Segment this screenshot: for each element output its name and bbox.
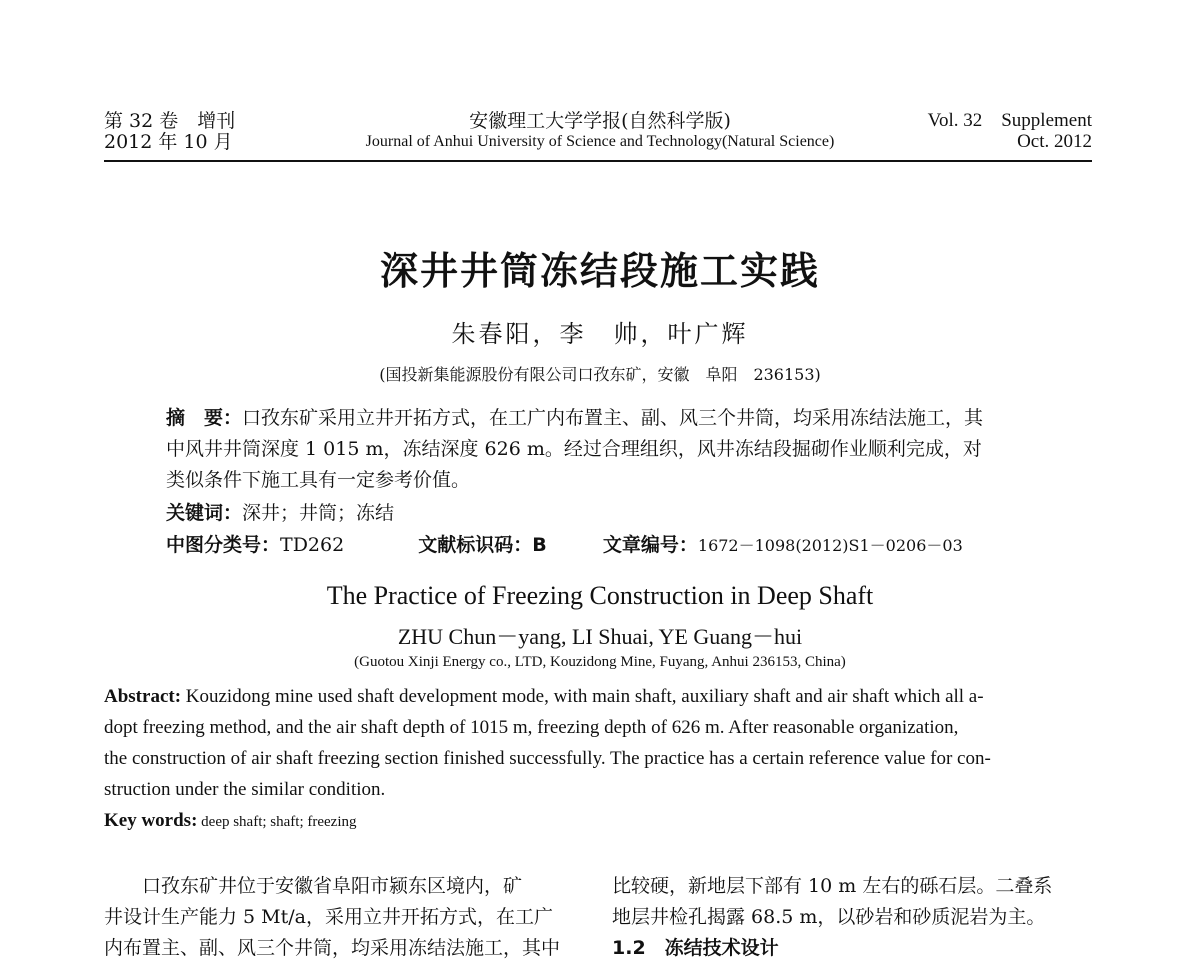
clc-value: TD262 bbox=[280, 534, 345, 556]
clc-label: 中图分类号： bbox=[166, 534, 281, 556]
header-rule bbox=[104, 160, 1092, 162]
abstract-en-line-3: the construction of air shaft freezing section finished successfully. The practice has a certain reference value for con- bbox=[104, 748, 991, 769]
body-left-line-2: 井设计生产能力 5 Mt/a，采用立井开拓方式，在工广 bbox=[104, 906, 553, 928]
volume-issue: 第 32 卷 增刊 bbox=[104, 110, 236, 132]
journal-name-en: Journal of Anhui University of Science and Technology(Natural Science) bbox=[365, 133, 835, 150]
abstract-en-line-1 bbox=[104, 681, 984, 712]
body-right-line-1: 比较硬，新地层下部有 10 m 左右的砾石层。二叠系 bbox=[612, 875, 1053, 897]
body-right-line-2: 地层井检孔揭露 68.5 m，以砂岩和砂质泥岩为主。 bbox=[612, 906, 1046, 928]
article-number-label: 文章编号： bbox=[602, 534, 698, 556]
english-affiliation: (Guotou Xinji Energy co., LTD, Kouzidong Mine, Fuyang, Anhui 236153, China) bbox=[354, 654, 846, 670]
journal-name-zh: 安徽理工大学学报(自然科学版) bbox=[469, 110, 731, 132]
abstract-en-label: Abstract: bbox=[104, 686, 182, 707]
article-number-value: 1672－1098(2012)S1－0206－03 bbox=[697, 536, 963, 555]
english-authors: ZHU Chun－yang, LI Shuai, YE Guang－hui bbox=[397, 624, 803, 649]
keywords-en-label: Key words: bbox=[104, 810, 198, 831]
abstract-zh-line-2: 中风井井筒深度 1 015 m，冻结深度 626 m。经过合理组织，风井冻结段掘砌作业顺利完成，对 bbox=[166, 438, 982, 460]
english-title: The Practice of Freezing Construction in Deep Shaft bbox=[326, 581, 874, 610]
authors: 朱春阳，李 帅，叶广辉 bbox=[451, 320, 749, 348]
doc-code-value: B bbox=[532, 534, 547, 556]
paper-title: 深井井筒冻结段施工实践 bbox=[379, 248, 820, 293]
classification-line bbox=[166, 530, 963, 561]
body-left-line-1: 口孜东矿井位于安徽省阜阳市颍东区境内，矿 bbox=[104, 875, 523, 897]
abstract-en-text-1: Kouzidong mine used shaft development mode, with main shaft, auxiliary shaft and air shaft which all a- bbox=[181, 686, 984, 707]
volume-en: Vol. 32 Supplement bbox=[927, 110, 1092, 131]
abstract-zh-line-3: 类似条件下施工具有一定参考价值。 bbox=[166, 469, 471, 491]
abstract-zh-line-1 bbox=[166, 403, 983, 434]
keywords-en bbox=[104, 805, 357, 838]
section-heading: 1.2 冻结技术设计 bbox=[612, 937, 779, 959]
date-en: Oct. 2012 bbox=[1017, 131, 1092, 152]
keywords-en-value: deep shaft; shaft; freezing bbox=[197, 814, 357, 830]
abstract-zh-label: 摘 要： bbox=[166, 407, 243, 429]
keywords-zh-value: 深井；井筒；冻结 bbox=[242, 502, 395, 524]
abstract-en-line-2: dopt freezing method, and the air shaft depth of 1015 m, freezing depth of 626 m. After reasonable organization, bbox=[104, 717, 959, 738]
keywords-zh bbox=[166, 498, 394, 529]
publication-date: 2012 年 10 月 bbox=[104, 131, 233, 153]
affiliation: (国投新集能源股份有限公司口孜东矿，安徽 阜阳 236153) bbox=[379, 365, 821, 384]
doc-code-label: 文献标识码： bbox=[418, 534, 533, 556]
keywords-zh-label: 关键词： bbox=[166, 502, 243, 524]
abstract-zh-text-1: 口孜东矿采用立井开拓方式，在工广内布置主、副、风三个井筒，均采用冻结法施工，其 bbox=[242, 407, 984, 429]
body-left-line-3: 内布置主、副、风三个井筒，均采用冻结法施工，其中 bbox=[104, 937, 561, 959]
abstract-en-line-4: struction under the similar condition. bbox=[104, 779, 386, 800]
